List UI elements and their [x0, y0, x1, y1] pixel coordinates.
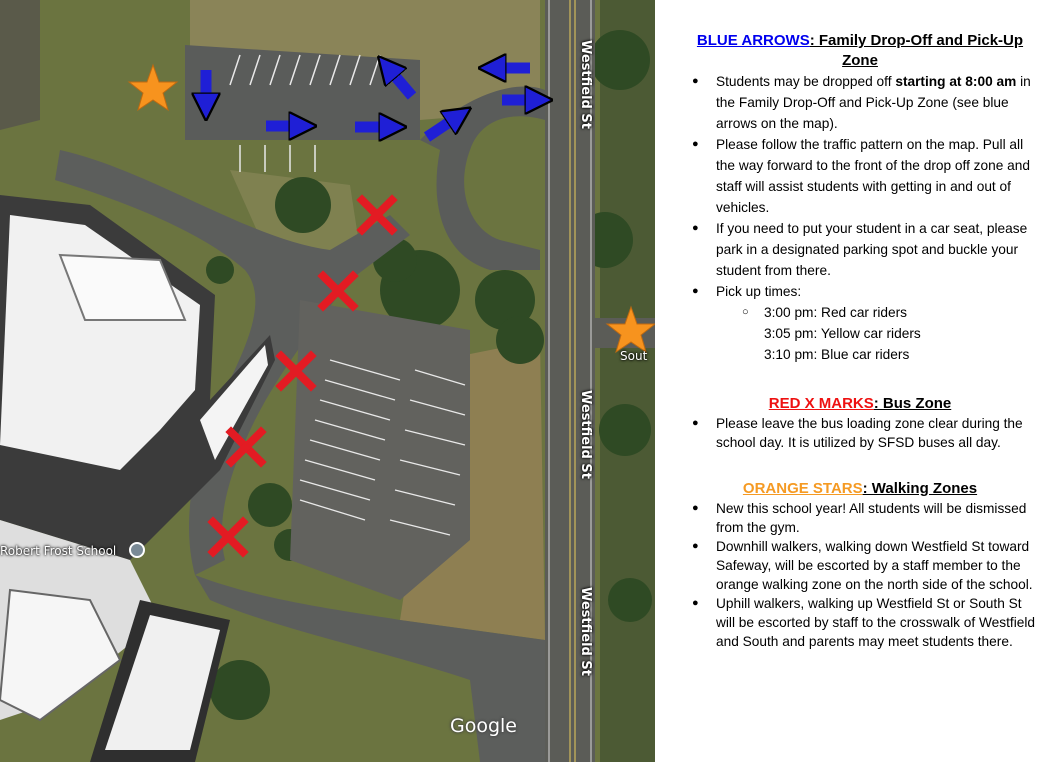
street-label-westfield: Westfield St	[578, 390, 593, 479]
red-keyword: RED X MARKS	[768, 395, 874, 412]
blue-section-title	[680, 31, 1040, 71]
legend-panel	[662, 0, 1050, 762]
orange-title-rest: : Walking Zones	[862, 480, 978, 497]
map-attribution: Google	[450, 715, 518, 737]
blue-title-rest: : Family Drop-Off and Pick-Up Zone	[809, 32, 1024, 69]
orange-keyword: ORANGE STARS	[742, 480, 863, 497]
red-items	[680, 414, 1040, 452]
list-item: ● Downhill walkers, walking down Westfield St toward Safeway, will be escorted by a staff member to the orange walking zone on the north side of the school.	[680, 537, 1040, 594]
red-title-rest: : Bus Zone	[873, 395, 952, 412]
pickup-time: 3:10 pm: Blue car riders	[764, 347, 910, 362]
pickup-times-list	[740, 302, 1040, 365]
list-item: ● Please follow the traffic pattern on the map. Pull all the way forward to the front of the drop off zone and staff will assist students with getting in and out of vehicles.	[680, 134, 1040, 218]
street-label-westfield: Westfield St	[578, 40, 593, 129]
list-item: ● If you need to put your student in a car seat, please park in a designated parking spot and buckle your student from there.	[680, 218, 1040, 281]
pickup-time: ○ 3:00 pm: Red car riders	[740, 302, 1040, 323]
school-label: Robert Frost School	[0, 544, 117, 558]
blue-items	[680, 71, 1040, 365]
street-label-south: Sout	[620, 349, 648, 363]
street-label-westfield: Westfield St	[578, 587, 593, 676]
red-section-title	[680, 394, 1040, 414]
list-item: ● Pick up times: ○ 3:00 pm: Red car riders 3:05 pm: Yellow car riders 3:10 pm: Blue car riders	[680, 281, 1040, 365]
list-item: ● Please leave the bus loading zone clear during the school day. It is utilized by SFSD buses all day.	[680, 414, 1040, 452]
blue-keyword: BLUE ARROWS	[696, 32, 810, 49]
orange-items	[680, 499, 1040, 651]
orange-section-title	[680, 479, 1040, 499]
list-item: ● Uphill walkers, walking up Westfield St or South St will be escorted by staff to the crosswalk of Westfield and South and parents may meet students there.	[680, 594, 1040, 651]
list-item: ● New this school year! All students will be dismissed from the gym.	[680, 499, 1040, 537]
blue-section	[680, 31, 1040, 365]
pickup-time: 3:05 pm: Yellow car riders	[764, 326, 921, 341]
orange-section	[680, 479, 1040, 651]
red-section	[680, 394, 1040, 452]
list-item: ● Students may be dropped off starting at 8:00 am in the Family Drop-Off and Pick-Up Zone (see blue arrows on the map).	[680, 71, 1040, 134]
school-pin-icon	[129, 542, 145, 558]
